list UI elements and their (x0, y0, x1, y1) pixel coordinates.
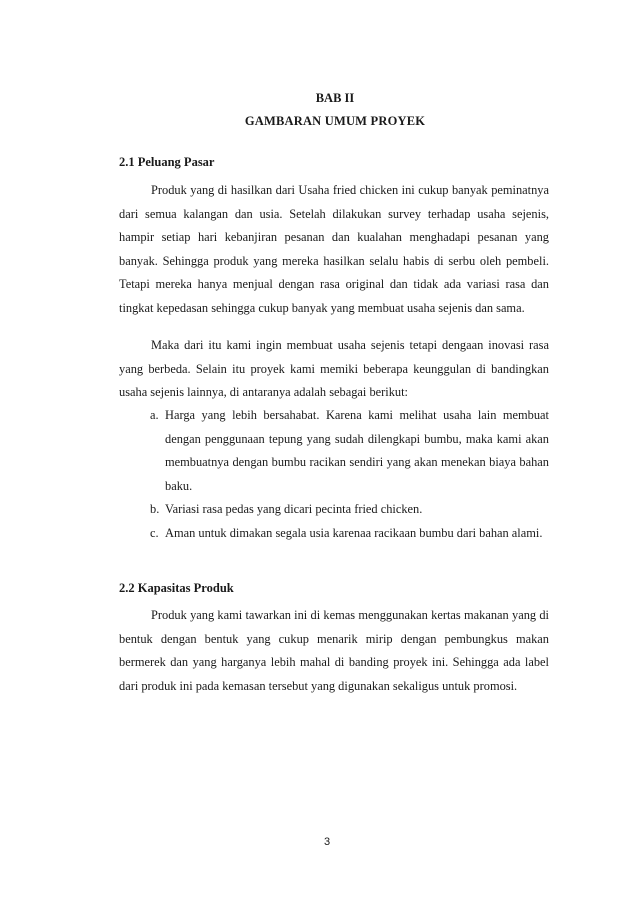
paragraph (119, 604, 549, 698)
chapter-number: BAB II (315, 91, 355, 105)
list-item (150, 522, 549, 546)
list-item-text: Harga yang lebih bersahabat. Karena kami melihat usaha lain membuat dengan penggunaan tepung yang sudah dilengkapi bumbu, maka kami akan membuatnya dengan bumbu racikan sendiri yang akan menekan biaya bahan baku. (165, 408, 549, 493)
list-item (150, 404, 549, 498)
paragraph (119, 179, 549, 321)
section-heading-peluang-pasar: 2.1 Peluang Pasar (119, 155, 215, 169)
chapter-title: GAMBARAN UMUM PROYEK (244, 114, 426, 128)
paragraph-text: Produk yang di hasilkan dari Usaha fried chicken ini cukup banyak peminatnya dari semua kalangan dan usia. Setelah dilakukan survey terhadap usaha sejenis, hampir setiap hari kebanjiran pesanan dan kualahan menghadapi pesanan yang banyak. Sehingga produk yang mereka hasilkan selalu habis di serbu oleh pembeli. Tetapi mereka hanya menjual dengan rasa original dan tidak ada variasi rasa dan tingkat kepedasan sehingga cukup banyak yang membuat usaha sejenis dan sama. (119, 183, 549, 315)
section-heading-kapasitas-produk: 2.2 Kapasitas Produk (119, 581, 234, 595)
advantages-list (150, 404, 549, 546)
list-item-text: Variasi rasa pedas yang dicari pecinta fried chicken. (165, 502, 423, 517)
paragraph-text: Maka dari itu kami ingin membuat usaha sejenis tetapi dengaan inovasi rasa yang berbeda. Selain itu proyek kami memiki beberapa keunggulan di bandingkan usaha sejenis lainnya, di antaranya adalah sebagai berikut: (119, 338, 549, 400)
paragraph (119, 334, 549, 405)
list-marker: b. (150, 502, 160, 517)
list-marker: a. (150, 408, 159, 422)
list-item (150, 498, 549, 522)
list-marker: c. (150, 525, 159, 540)
paragraph-text: Produk yang kami tawarkan ini di kemas menggunakan kertas makanan yang di bentuk dengan bentuk yang cukup menarik mirip dengan pembungkus makan bermerek dan yang harganya lebih mahal di banding proyek ini. Sehingga ada label dari produk ini pada kemasan tersebut yang digunakan sekaligus untuk promosi. (119, 608, 549, 693)
list-item-text: Aman untuk dimakan segala usia karenaa racikaan bumbu dari bahan alami. (165, 525, 543, 540)
page-number: 3 (323, 836, 331, 848)
